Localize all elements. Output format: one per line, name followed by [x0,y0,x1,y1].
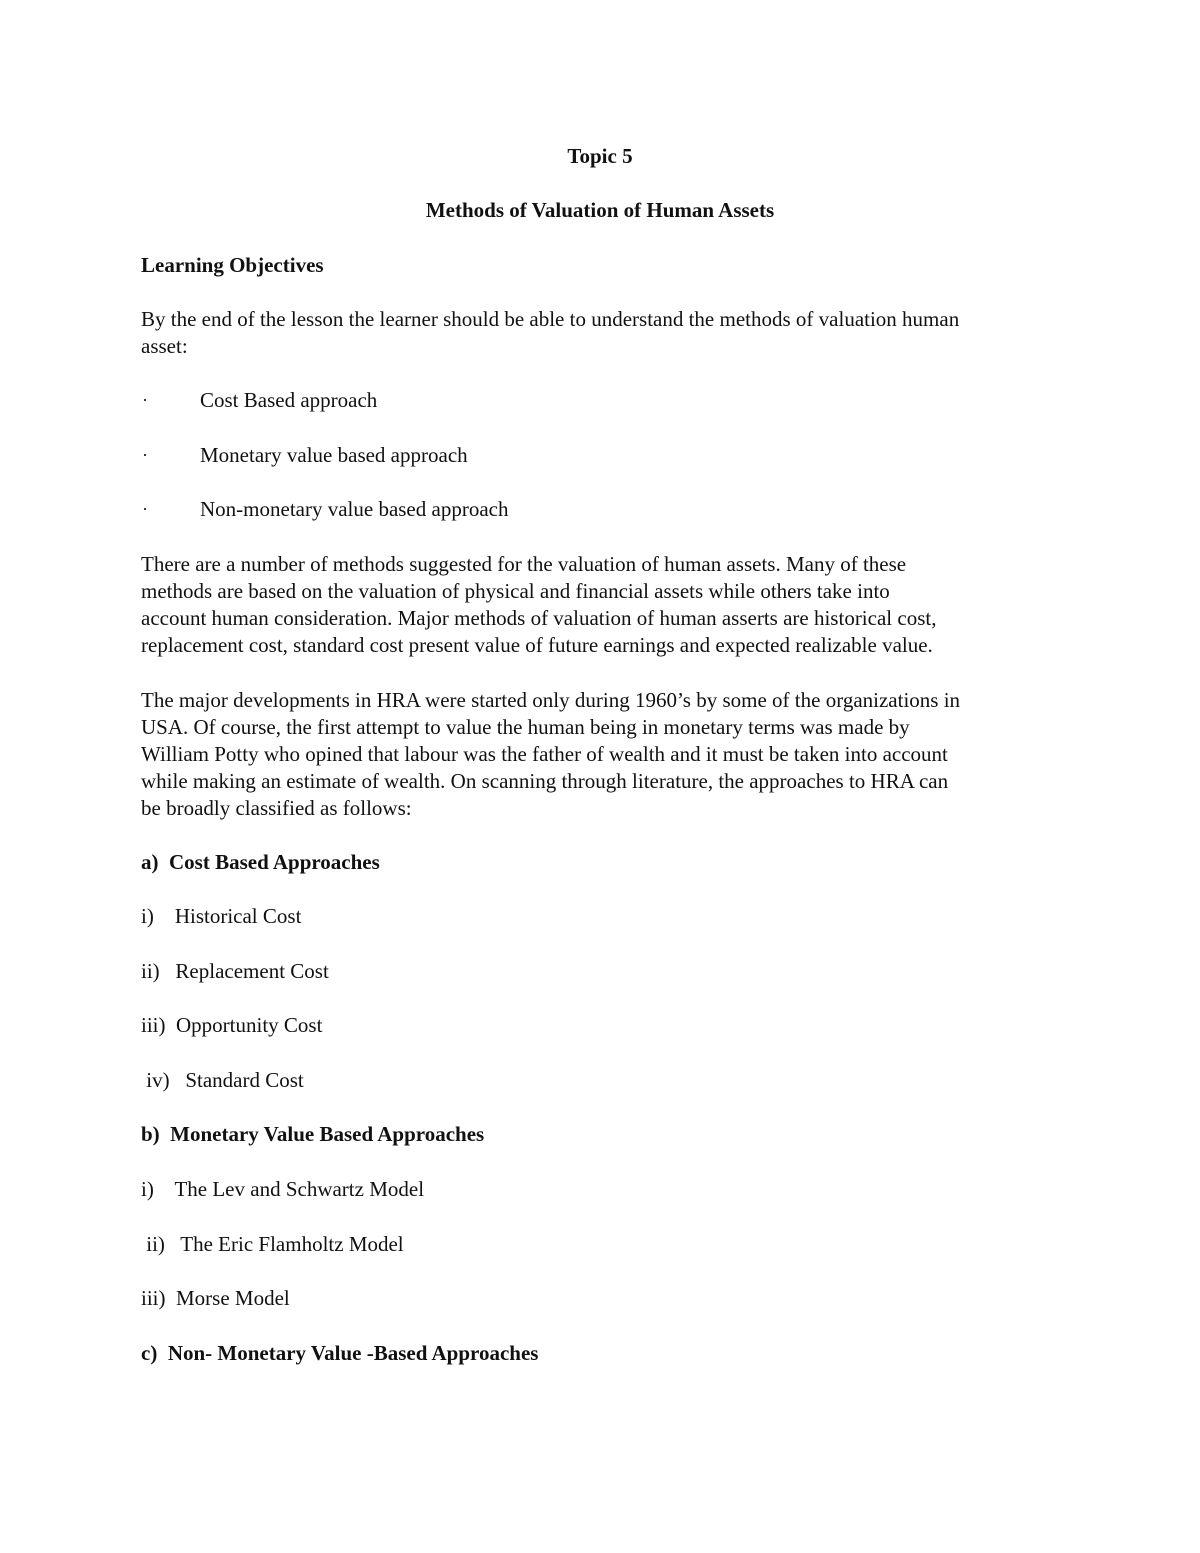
list-item: i) Historical Cost [141,904,302,928]
paragraph-line: while making an estimate of wealth. On scanning through literature, the approaches to HRA can [141,769,949,793]
document-title: Methods of Valuation of Human Assets [425,198,775,222]
objectives-intro-line-2: asset: [141,334,188,358]
list-item: iii) Morse Model [141,1286,290,1310]
paragraph-line: be broadly classified as follows: [141,796,412,820]
list-item: i) The Lev and Schwartz Model [141,1177,425,1201]
topic-label: Topic 5 [567,144,633,168]
paragraph-line: William Potty who opined that labour was the father of wealth and it must be taken into account [141,742,948,766]
paragraph-line: There are a number of methods suggested for the valuation of human assets. Many of these [141,552,907,576]
paragraph-line: methods are based on the valuation of physical and financial assets while others take into [141,579,890,603]
bullet-dot-icon: · [142,445,148,465]
bullet-text: Cost Based approach [200,388,378,412]
bullet-dot-icon: · [142,390,148,410]
paragraph-line: The major developments in HRA were started only during 1960’s by some of the organizations in [141,688,961,712]
list-item: ii) The Eric Flamholtz Model [141,1232,404,1256]
list-item: ii) Replacement Cost [141,959,329,983]
objectives-intro-line-1: By the end of the lesson the learner should be able to understand the methods of valuation human [141,307,960,331]
bullet-text: Monetary value based approach [200,443,468,467]
list-item: iii) Opportunity Cost [141,1013,323,1037]
section-b-heading: b) Monetary Value Based Approaches [141,1122,485,1146]
learning-objectives-heading: Learning Objectives [141,253,324,277]
paragraph-line: USA. Of course, the first attempt to value the human being in monetary terms was made by [141,715,910,739]
section-c-heading: c) Non- Monetary Value -Based Approaches [141,1341,539,1365]
paragraph-line: account human consideration. Major methods of valuation of human asserts are historical cost, [141,606,937,630]
paragraph-line: replacement cost, standard cost present value of future earnings and expected realizable value. [141,633,933,657]
bullet-text: Non-monetary value based approach [200,497,509,521]
bullet-dot-icon: · [142,499,148,519]
list-item: iv) Standard Cost [141,1068,304,1092]
section-a-heading: a) Cost Based Approaches [141,850,380,874]
